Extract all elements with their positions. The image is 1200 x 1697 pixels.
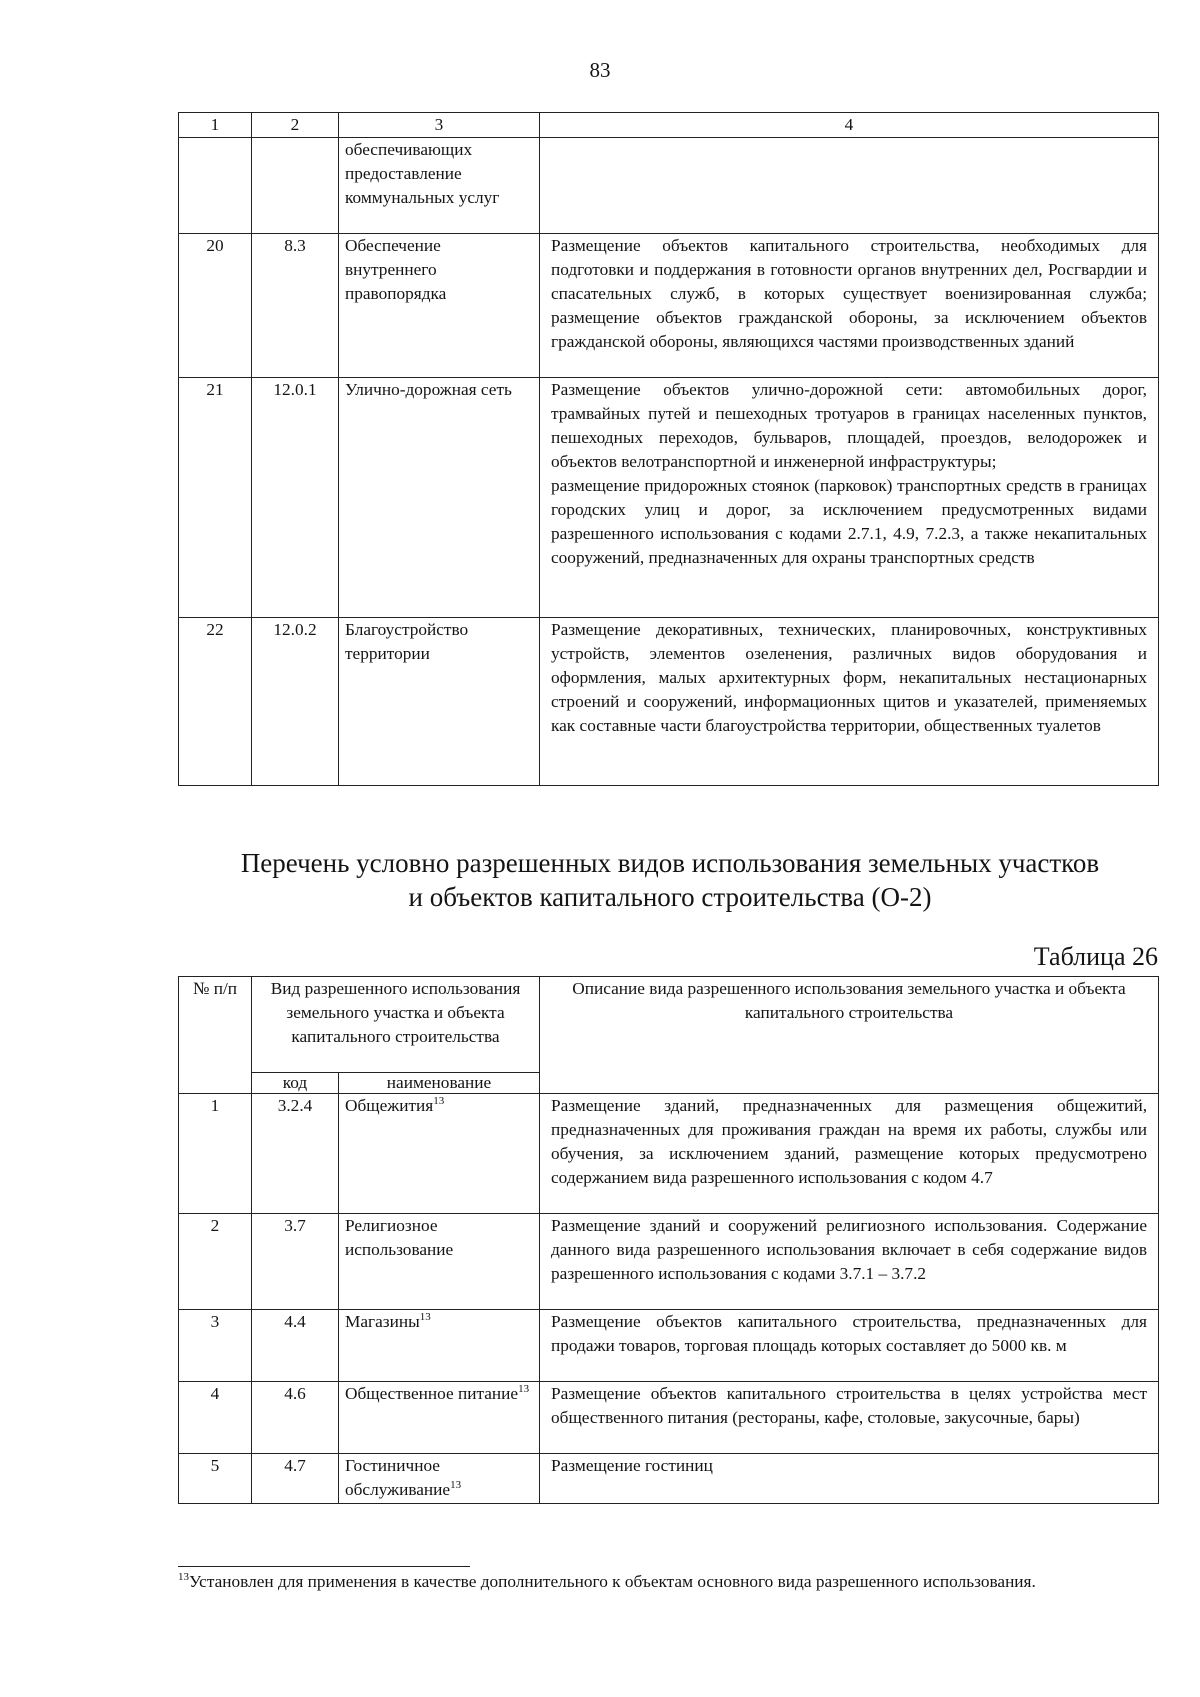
row-number: 4 <box>179 1382 252 1454</box>
row-description <box>540 378 1159 618</box>
row-name <box>339 1454 540 1504</box>
row-description <box>540 138 1159 234</box>
row-code: 4.7 <box>252 1454 339 1504</box>
column-header: 4 <box>540 113 1159 138</box>
row-code: 4.4 <box>252 1310 339 1382</box>
footnote-mark: 13 <box>178 1571 189 1583</box>
row-number: 1 <box>179 1094 252 1214</box>
row-code: 4.6 <box>252 1382 339 1454</box>
row-description: Размещение декоративных, технических, планировочных, конструктивных устройств, элементов озеленения, различных видов оборудования и оформления, малых архитектурных форм, некапитальных нестационарных строений и сооружений, информационных щитов и указателей, применяемых как составные части благоустройства территории, общественных туалетов <box>540 618 1159 786</box>
table-header-row <box>179 977 1159 1073</box>
section-title-line: Перечень условно разрешенных видов использования земельных участков <box>240 848 1100 878</box>
column-header-name: наименование <box>339 1073 540 1094</box>
page-number: 83 <box>589 58 611 82</box>
table-row <box>179 1382 1159 1454</box>
row-name <box>339 1382 540 1454</box>
row-number <box>179 138 252 234</box>
column-header: 3 <box>339 113 540 138</box>
row-code <box>252 138 339 234</box>
description-paragraph: Размещение объектов улично-дорожной сети: автомобильных дорог, трамвайных путей и пешеходных тротуаров в границах населенных пунктов, пешеходных переходов, бульваров, площадей, проездов, велодорожек и объектов велотранспортной и инженерной инфраструктуры; <box>551 380 1147 471</box>
row-name: Улично-дорожная сеть <box>339 378 540 618</box>
row-description: Размещение зданий, предназначенных для размещения общежитий, предназначенных для проживания граждан на время их работы, службы или обучения, за исключением зданий, размещение которых предусмотрено содержанием вида разрешенного использования с кодом 4.7 <box>540 1094 1159 1214</box>
footnote-reference: 13 <box>518 1383 530 1396</box>
table-row <box>179 138 1159 234</box>
row-number: 22 <box>179 618 252 786</box>
table-row <box>179 1214 1159 1310</box>
row-code: 8.3 <box>252 234 339 378</box>
row-name-text: Общежития <box>345 1096 434 1115</box>
column-header-description: Описание вида разрешенного использования земельного участка и объекта капитального строительства <box>540 977 1159 1094</box>
row-number: 5 <box>179 1454 252 1504</box>
column-header: 2 <box>252 113 339 138</box>
row-name <box>339 1310 540 1382</box>
description-paragraph: размещение придорожных стоянок (парковок) транспортных средств в границах городских улиц и дорог, за исключением предусмотренных видами разрешенного использования с кодами 2.7.1, 4.9, 7.2.3, а также некапитальных сооружений, предназначенных для охраны транспортных средств <box>551 476 1147 567</box>
table-row <box>179 618 1159 786</box>
row-code: 12.0.2 <box>252 618 339 786</box>
column-header-code: код <box>252 1073 339 1094</box>
column-header-number: № п/п <box>179 977 252 1094</box>
row-name <box>339 1214 540 1310</box>
row-code: 3.2.4 <box>252 1094 339 1214</box>
table-header-row <box>179 113 1159 138</box>
row-description: Размещение гостиниц <box>540 1454 1159 1504</box>
section-title-line: и объектов капитального строительства (О-2) <box>408 882 932 912</box>
continuation-table <box>178 112 1159 786</box>
footnote-text: Установлен для применения в качестве дополнительного к объектам основного вида разрешенного использования. <box>189 1572 1036 1591</box>
footnote <box>178 1570 1158 1596</box>
row-description: Размещение объектов капитального строительства в целях устройства мест общественного питания (рестораны, кафе, столовые, закусочные, бары) <box>540 1382 1159 1454</box>
row-name-text: Общественное питание <box>345 1384 519 1403</box>
row-number: 21 <box>179 378 252 618</box>
column-header: 1 <box>179 113 252 138</box>
table-row <box>179 378 1159 618</box>
permitted-uses-table <box>178 976 1159 1504</box>
row-name: Благоустройство территории <box>339 618 540 786</box>
row-name: обеспечивающих предоставление коммунальных услуг <box>339 138 540 234</box>
footnote-divider <box>178 1566 470 1567</box>
table-label: Таблица 26 <box>1033 942 1158 971</box>
table-row <box>179 1310 1159 1382</box>
section-title <box>0 846 1200 914</box>
footnote-reference: 13 <box>419 1311 431 1324</box>
row-code: 3.7 <box>252 1214 339 1310</box>
table-row <box>179 1094 1159 1214</box>
row-code: 12.0.1 <box>252 378 339 618</box>
row-number: 20 <box>179 234 252 378</box>
row-name-text: Религиозное использование <box>345 1216 454 1259</box>
table-row <box>179 234 1159 378</box>
row-description: Размещение объектов капитального строительства, предназначенных для продажи товаров, торговая площадь которых составляет до 5000 кв. м <box>540 1310 1159 1382</box>
row-number: 2 <box>179 1214 252 1310</box>
row-name <box>339 1094 540 1214</box>
row-description: Размещение объектов капитального строительства, необходимых для подготовки и поддержания в готовности органов внутренних дел, Росгвардии и спасательных служб, в которых существует военизированная служба; размещение объектов гражданской обороны, за исключением объектов гражданской обороны, являющихся частями производственных зданий <box>540 234 1159 378</box>
footnote-reference: 13 <box>450 1479 462 1492</box>
row-number: 3 <box>179 1310 252 1382</box>
row-name: Обеспечение внутреннего правопорядка <box>339 234 540 378</box>
row-name-text: Магазины <box>345 1312 420 1331</box>
table-row <box>179 1454 1159 1504</box>
footnote-reference: 13 <box>433 1095 445 1108</box>
row-description: Размещение зданий и сооружений религиозного использования. Содержание данного вида разрешенного использования включает в себя содержание видов разрешенного использования с кодами 3.7.1 – 3.7.2 <box>540 1214 1159 1310</box>
row-name-text: Гостиничное обслуживание <box>345 1456 451 1499</box>
column-header-kind: Вид разрешенного использования земельного участка и объекта капитального строительства <box>252 977 540 1073</box>
